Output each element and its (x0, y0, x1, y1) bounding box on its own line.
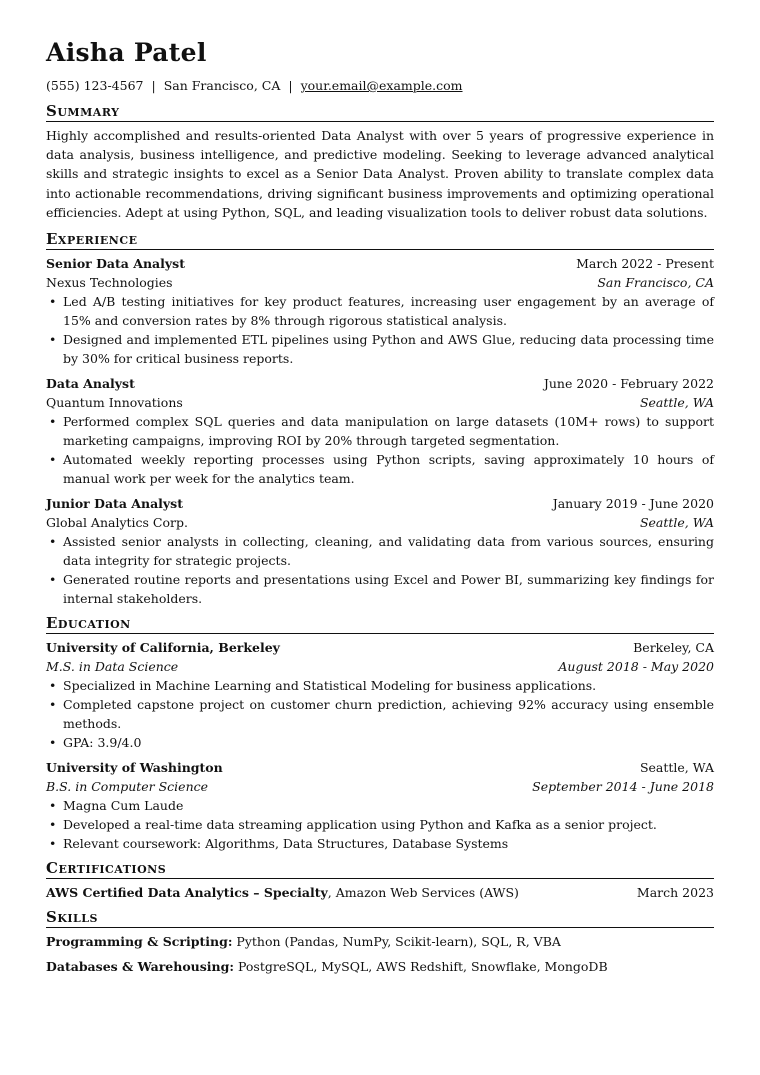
education-entry (46, 638, 714, 752)
job-company: Global Analytics Corp. (46, 515, 188, 531)
bullet-icon: • (49, 798, 57, 814)
job-dates: June 2020 - February 2022 (543, 376, 714, 392)
list-item: • Generated routine reports and presentations using Excel and Power BI, summarizing key findings for internal stakeholders. (49, 572, 714, 607)
bullet-icon: • (49, 817, 57, 833)
list-item: • Completed capstone project on customer churn prediction, achieving 92% accuracy using ensemble methods. (49, 697, 714, 732)
bullet-icon: • (49, 572, 57, 588)
section-title-certifications: Certifications (46, 859, 714, 879)
job-role: Senior Data Analyst (46, 256, 185, 272)
certification-date: March 2023 (636, 885, 714, 901)
skill-value: PostgreSQL, MySQL, AWS Redshift, Snowflake, MongoDB (234, 959, 608, 975)
section-title-skills: Skills (46, 908, 714, 928)
list-item: • Developed a real-time data streaming application using Python and Kafka as a senior project. (49, 817, 657, 833)
bullet-icon: • (49, 332, 57, 348)
degree: M.S. in Data Science (46, 659, 179, 675)
section-title-education: Education (46, 614, 714, 634)
job-bullets (46, 532, 714, 608)
skill-line (46, 932, 714, 951)
job-location: Seattle, WA (639, 395, 714, 411)
degree: B.S. in Computer Science (46, 779, 209, 795)
job-location: Seattle, WA (639, 515, 714, 531)
skill-line (46, 957, 714, 976)
bullet-icon: • (49, 836, 57, 852)
bullet-icon: • (49, 414, 57, 430)
summary-section (46, 102, 714, 222)
school-location: Berkeley, CA (633, 640, 714, 656)
school-name: University of Washington (46, 760, 223, 776)
list-item: • Performed complex SQL queries and data manipulation on large datasets (10M+ rows) to support marketing campaigns, improving ROI by 20% through targeted segmentation. (49, 414, 714, 449)
school-name: University of California, Berkeley (46, 640, 280, 656)
list-item: • Assisted senior analysts in collecting, cleaning, and validating data from various sources, ensuring data integrity for strategic projects. (49, 534, 714, 569)
job-role: Data Analyst (46, 376, 135, 392)
skills-section (46, 908, 714, 976)
job-dates: January 2019 - June 2020 (552, 496, 714, 512)
education-bullets (46, 796, 714, 853)
bullet-icon: • (49, 678, 57, 694)
job-entry (46, 494, 714, 608)
job-entry (46, 254, 714, 368)
job-role: Junior Data Analyst (46, 496, 183, 512)
contact-separator: | (288, 78, 293, 93)
email-link[interactable]: your.email@example.com (300, 78, 463, 93)
contact-line (46, 78, 714, 94)
certification-entry (46, 883, 714, 902)
job-entry (46, 374, 714, 488)
list-item: • Automated weekly reporting processes using Python scripts, saving approximately 10 hours of manual work per week for the analytics team. (49, 452, 714, 487)
bullet-icon: • (49, 697, 57, 713)
certification-issuer: , Amazon Web Services (AWS) (327, 885, 519, 901)
bullet-icon: • (49, 294, 57, 310)
skill-label: Programming & Scripting: (46, 934, 233, 950)
location: San Francisco, CA (163, 78, 281, 93)
skill-label: Databases & Warehousing: (46, 959, 235, 975)
education-entry (46, 758, 714, 853)
certifications-section (46, 859, 714, 902)
school-location: Seattle, WA (639, 760, 714, 776)
job-bullets (46, 412, 714, 488)
list-item: • Relevant coursework: Algorithms, Data Structures, Database Systems (49, 836, 509, 852)
section-title-experience: Experience (46, 230, 714, 250)
list-item: • Led A/B testing initiatives for key product features, increasing user engagement by an average of 15% and conversion rates by 8% through rigorous statistical analysis. (49, 294, 714, 329)
job-location: San Francisco, CA (597, 275, 714, 291)
candidate-name: Aisha Patel (46, 38, 207, 67)
bullet-icon: • (49, 735, 57, 751)
education-dates: August 2018 - May 2020 (558, 659, 714, 675)
job-bullets (46, 292, 714, 368)
education-dates: September 2014 - June 2018 (532, 779, 714, 795)
education-section (46, 614, 714, 853)
job-company: Nexus Technologies (46, 275, 173, 291)
job-dates: March 2022 - Present (576, 256, 714, 272)
phone-number: (555) 123-4567 (46, 78, 144, 93)
job-company: Quantum Innovations (46, 395, 183, 411)
list-item: • Designed and implemented ETL pipelines using Python and AWS Glue, reducing data processing time by 30% for critical business reports. (49, 332, 714, 367)
section-title-summary: Summary (46, 102, 714, 122)
list-item: • Magna Cum Laude (49, 798, 184, 814)
summary-text: Highly accomplished and results-oriented Data Analyst with over 5 years of progressive experience in data analysis, business intelligence, and predictive modeling. Seeking to leverage advanced analytical skills and strategic insights to excel as a Senior Data Analyst. Proven ability to translate complex data into actionable recommendations, driving significant business improvements and optimizing operational efficiencies. Adept at using Python, SQL, and leading visualization tools to deliver robust data solutions. (46, 128, 714, 220)
list-item: • Specialized in Machine Learning and Statistical Modeling for business applications. (49, 678, 597, 694)
bullet-icon: • (49, 452, 57, 468)
education-bullets (46, 676, 714, 752)
certification-name: AWS Certified Data Analytics – Specialty (46, 885, 328, 901)
contact-separator: | (151, 78, 156, 93)
bullet-icon: • (49, 534, 57, 550)
skill-value: Python (Pandas, NumPy, Scikit-learn), SQL, R, VBA (232, 934, 561, 950)
list-item: • GPA: 3.9/4.0 (49, 735, 142, 751)
experience-section (46, 230, 714, 608)
